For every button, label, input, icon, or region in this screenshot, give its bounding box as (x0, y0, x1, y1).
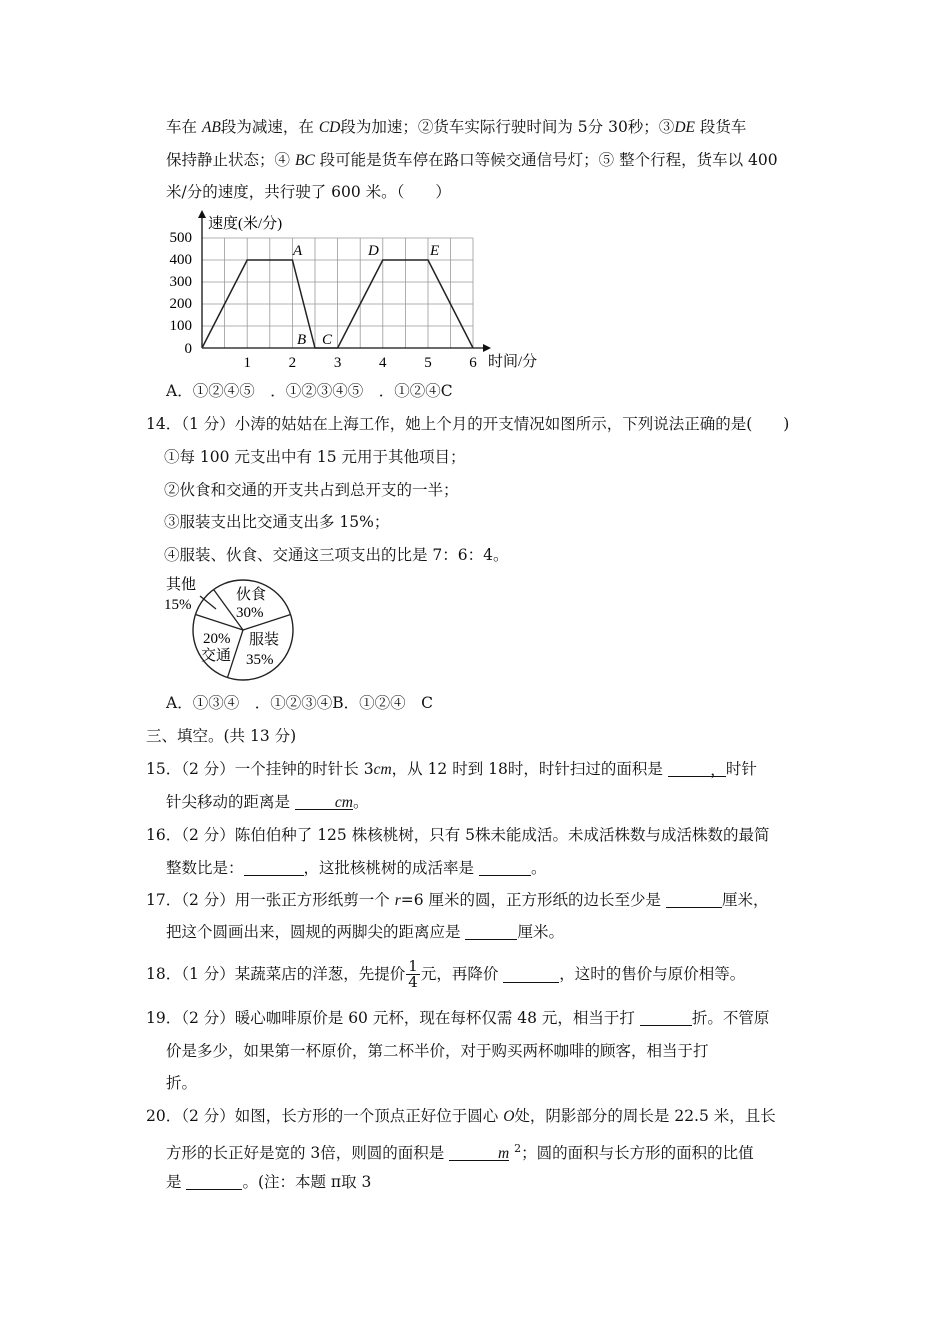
point-labels (292, 243, 439, 348)
q18-line1: 18．（1 分）某蔬菜店的洋葱，先提价 $\frac{1}{4}$ 元，再降价 ，这时的售价与原价相等。 (146, 956, 746, 991)
svg-text:300: 300 (169, 274, 192, 290)
q16-blank-1[interactable] (244, 859, 304, 876)
pie-label-other-name: 其他 (166, 577, 197, 593)
point-label-a: A (293, 243, 303, 259)
q17-line2: 把这个圆画出来，圆规的两脚尖的距离应是 厘米。 (166, 923, 564, 941)
q19-line3: 折。 (166, 1074, 198, 1092)
q17-blank-2[interactable] (465, 923, 517, 940)
q14-stem: 14．（1 分）小涛的姑姑在上海工作，她上个月的开支情况如图所示，下列说法正确的是( ) (146, 415, 790, 433)
q14-statement-1: ①每 100 元支出中有 15 元用于其他项目； (164, 448, 466, 466)
q20-line2: 方形的长正好是宽的 3倍，则圆的面积是 m $^2$；圆的面积与长方形的面积的比值 (166, 1142, 754, 1163)
pie-label-other-pct: 15% (164, 597, 192, 613)
q15-line2: 针尖移动的距离是 cm 。 (166, 793, 369, 811)
q19-line2: 价是多少，如果第一杯原价，第二杯半价，对于购买两杯咖啡的顾客，相当于打 (166, 1042, 709, 1060)
q16-line2: 整数比是： ，这批核桃树的成活率是 。 (166, 859, 547, 877)
q15-blank-2[interactable]: cm (295, 793, 353, 810)
pie-label-clothes-name: 服装 (249, 632, 280, 648)
q15-line1: 15．（2 分）一个挂钟的时针长 3cm，从 12 时到 18时，时针扫过的面积是 ， 时针 (146, 760, 757, 779)
svg-text:4: 4 (379, 355, 387, 371)
point-label-c: C (322, 332, 333, 348)
svg-text:6: 6 (469, 355, 477, 371)
q13-line2: 保持静止状态；④ BC 段可能是货车停在路口等候交通信号灯；⑤ 整个行程，货车以 400 (166, 151, 778, 169)
svg-text:5: 5 (424, 355, 432, 371)
q20-line1: 20．（2 分）如图，长方形的一个顶点正好位于圆心 O处，阴影部分的周长是 22.5 米，且长 (146, 1107, 776, 1125)
q13-line3: 米/分的速度，共行驶了 600 米。（ ） (166, 183, 451, 201)
y-axis-arrow (198, 210, 206, 218)
x-axis-label: 时间/分 (488, 354, 538, 370)
q17-blank-1[interactable] (666, 891, 722, 908)
speed-time-chart (160, 208, 560, 378)
q16-blank-2[interactable] (479, 859, 531, 876)
x-tick-labels (243, 355, 477, 371)
q14-options: A．①③④ ．①②③④B．①②④ C (166, 694, 433, 712)
expense-pie-chart (160, 572, 305, 687)
point-label-b: B (297, 332, 307, 348)
q18-blank[interactable] (503, 966, 559, 983)
pie-label-clothes-pct: 35% (246, 652, 274, 668)
svg-text:200: 200 (169, 296, 192, 312)
q19-blank-1[interactable] (640, 1009, 692, 1026)
point-label-e: E (430, 243, 440, 259)
pie-label-food-name: 伙食 (236, 587, 267, 603)
svg-text:400: 400 (169, 252, 192, 268)
other-leader-line (200, 596, 216, 609)
svg-text:3: 3 (333, 355, 342, 371)
section-3-title: 三、填空。(共 13 分) (146, 727, 297, 745)
y-tick-labels (170, 230, 193, 357)
point-label-d: D (368, 243, 379, 259)
q13-line1: 车在 AB段为减速，在 CD段为加速；②货车实际行驶时间为 5分 30秒；③DE 段货车 (166, 118, 747, 136)
svg-text:500: 500 (169, 230, 192, 246)
q15-blank-1[interactable]: ， (668, 760, 726, 777)
q17-line1: 17．（2 分）用一张正方形纸剪一个 r=6 厘米的圆，正方形纸的边长至少是 厘米， (146, 891, 769, 909)
svg-text:1: 1 (243, 355, 251, 371)
q13-options: A．①②④⑤ ．①②③④⑤ ．①②④C (166, 382, 453, 400)
q14-statement-2: ②伙食和交通的开支共占到总开支的一半； (164, 481, 459, 499)
q14-statement-4: ④服装、伙食、交通这三项支出的比是 7：6：4。 (164, 546, 509, 564)
pie-label-traffic-pct: 20% (203, 631, 231, 647)
svg-text:0: 0 (184, 341, 192, 357)
q14-statement-3: ③服装支出比交通支出多 15%； (164, 513, 390, 531)
x-axis-arrow (483, 344, 491, 352)
q19-line1: 19．（2 分）暖心咖啡原价是 60 元杯，现在每杯仅需 48 元，相当于打 折。不管原 (146, 1009, 770, 1027)
q20-line3: 是 。(注：本题 π取 3 (166, 1173, 372, 1191)
q16-line1: 16．（2 分）陈伯伯种了 125 株核桃树，只有 5株未能成活。未成活株数与成活株数的最简 (146, 826, 770, 844)
q18-fraction: $\frac{1}{4}$ (408, 956, 418, 991)
svg-text:100: 100 (169, 318, 192, 334)
pie-label-traffic-name: 交通 (201, 648, 232, 664)
q20-blank-1[interactable]: m (449, 1144, 509, 1161)
y-axis-label: 速度(米/分) (208, 216, 283, 232)
pie-label-food-pct: 30% (236, 605, 264, 621)
svg-text:2: 2 (288, 355, 297, 371)
q20-blank-2[interactable] (186, 1173, 242, 1190)
